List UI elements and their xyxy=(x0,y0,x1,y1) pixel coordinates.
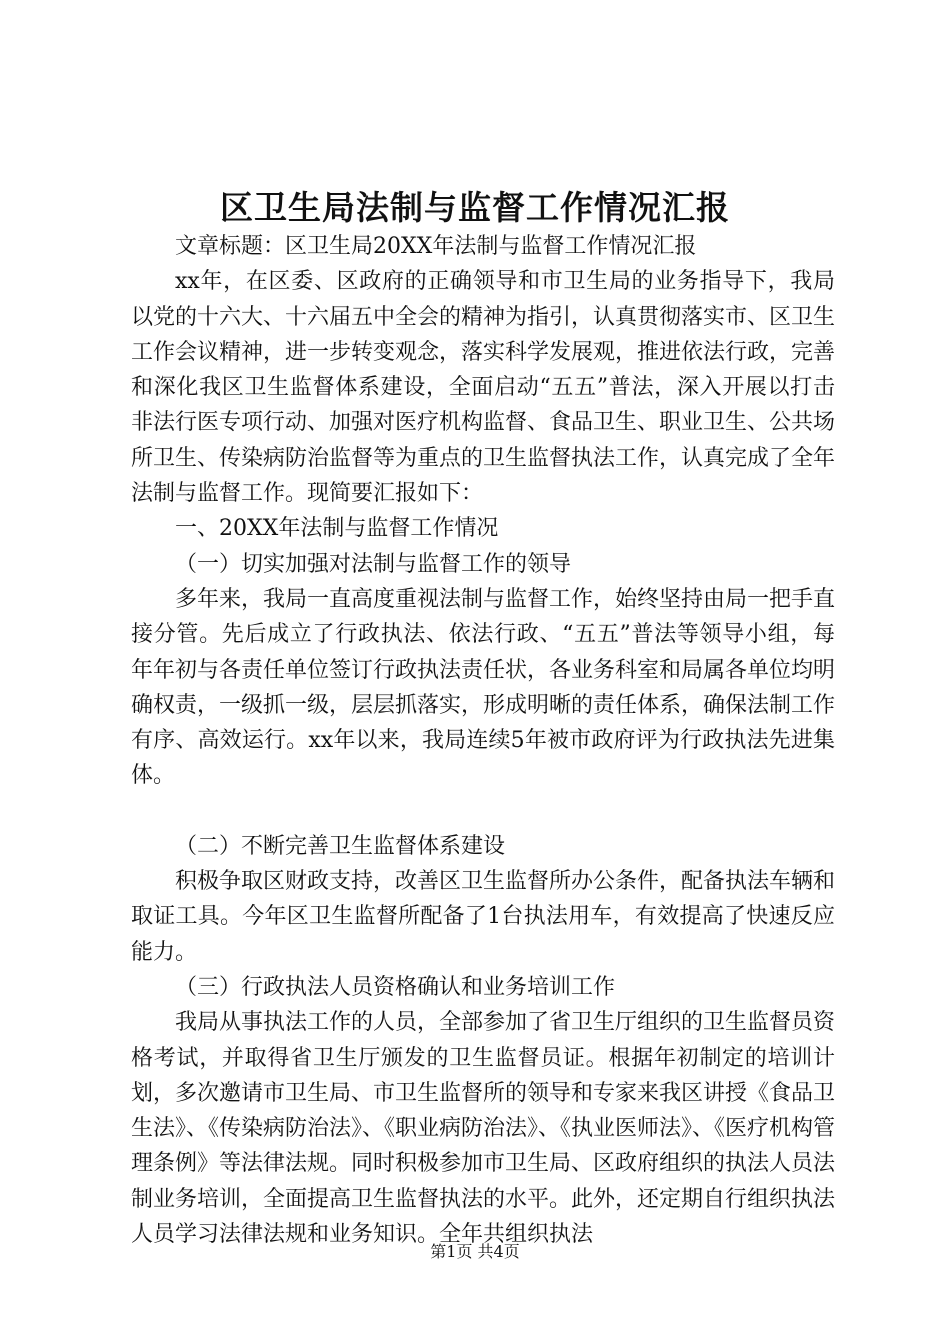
subsection-heading-3: （三）行政执法人员资格确认和业务培训工作 xyxy=(175,974,616,1000)
subsection-heading-1: （一）切实加强对法制与监督工作的领导 xyxy=(175,551,572,577)
page-number-footer: 第1页 共4页 xyxy=(430,1242,520,1261)
article-title-line: 文章标题：区卫生局20XX年法制与监督工作情况汇报 xyxy=(175,234,697,259)
intro-paragraph: xx年，在区委、区政府的正确领导和市卫生局的业务指导下，我局以党的十六大、十六届五中全会的精神为指引，认真贯彻落实市、区卫生工作会议精神，进一步转变观念，落实科学发展观，推进依法行政，完善和深化我区卫生监督体系建设，全面启动“五五”普法，深入开展以打击非法行医专项行动、加强对医疗机构监督、食品卫生、职业卫生、公共场所卫生、传染病防治监督等为重点的卫生监督执法工作，认真完成了全年法制与监督工作。现简要汇报如下： xyxy=(131,269,836,507)
paragraph-training: 我局从事执法工作的人员，全部参加了省卫生厅组织的卫生监督员资格考试，并取得省卫生厅颁发的卫生监督员证。根据年初制定的培训计划，多次邀请市卫生局、市卫生监督所的领导和专家来我区讲授《食品卫生法》、《传染病防治法》、《职业病防治法》、《执业医师法》、《医疗机构管理条例》等法律法规。同时积极参加市卫生局、区政府组织的执法人员法制业务培训，全面提高卫生监督执法的水平。此外，还定期自行组织执法人员学习法律法规和业务知识。全年共组织执法 xyxy=(131,1010,836,1248)
paragraph-leadership: 多年来，我局一直高度重视法制与监督工作，始终坚持由局一把手直接分管。先后成立了行政执法、依法行政、“五五”普法等领导小组，每年年初与各责任单位签订行政执法责任状，各业务科室和局属各单位均明确权责，一级抓一级，层层抓落实，形成明晰的责任体系，确保法制工作有序、高效运行。xx年以来，我局连续5年被市政府评为行政执法先进集体。 xyxy=(131,586,836,789)
section-heading-1: 一、20XX年法制与监督工作情况 xyxy=(175,516,499,542)
subsection-heading-2: （二）不断完善卫生监督体系建设 xyxy=(175,833,506,859)
document-body xyxy=(131,229,835,1252)
paragraph-system-building: 积极争取区财政支持，改善区卫生监督所办公条件，配备执法车辆和取证工具。今年区卫生监督所配备了1台执法用车，有效提高了快速反应能力。 xyxy=(131,869,836,965)
document-title: 区卫生局法制与监督工作情况汇报 xyxy=(220,188,730,227)
